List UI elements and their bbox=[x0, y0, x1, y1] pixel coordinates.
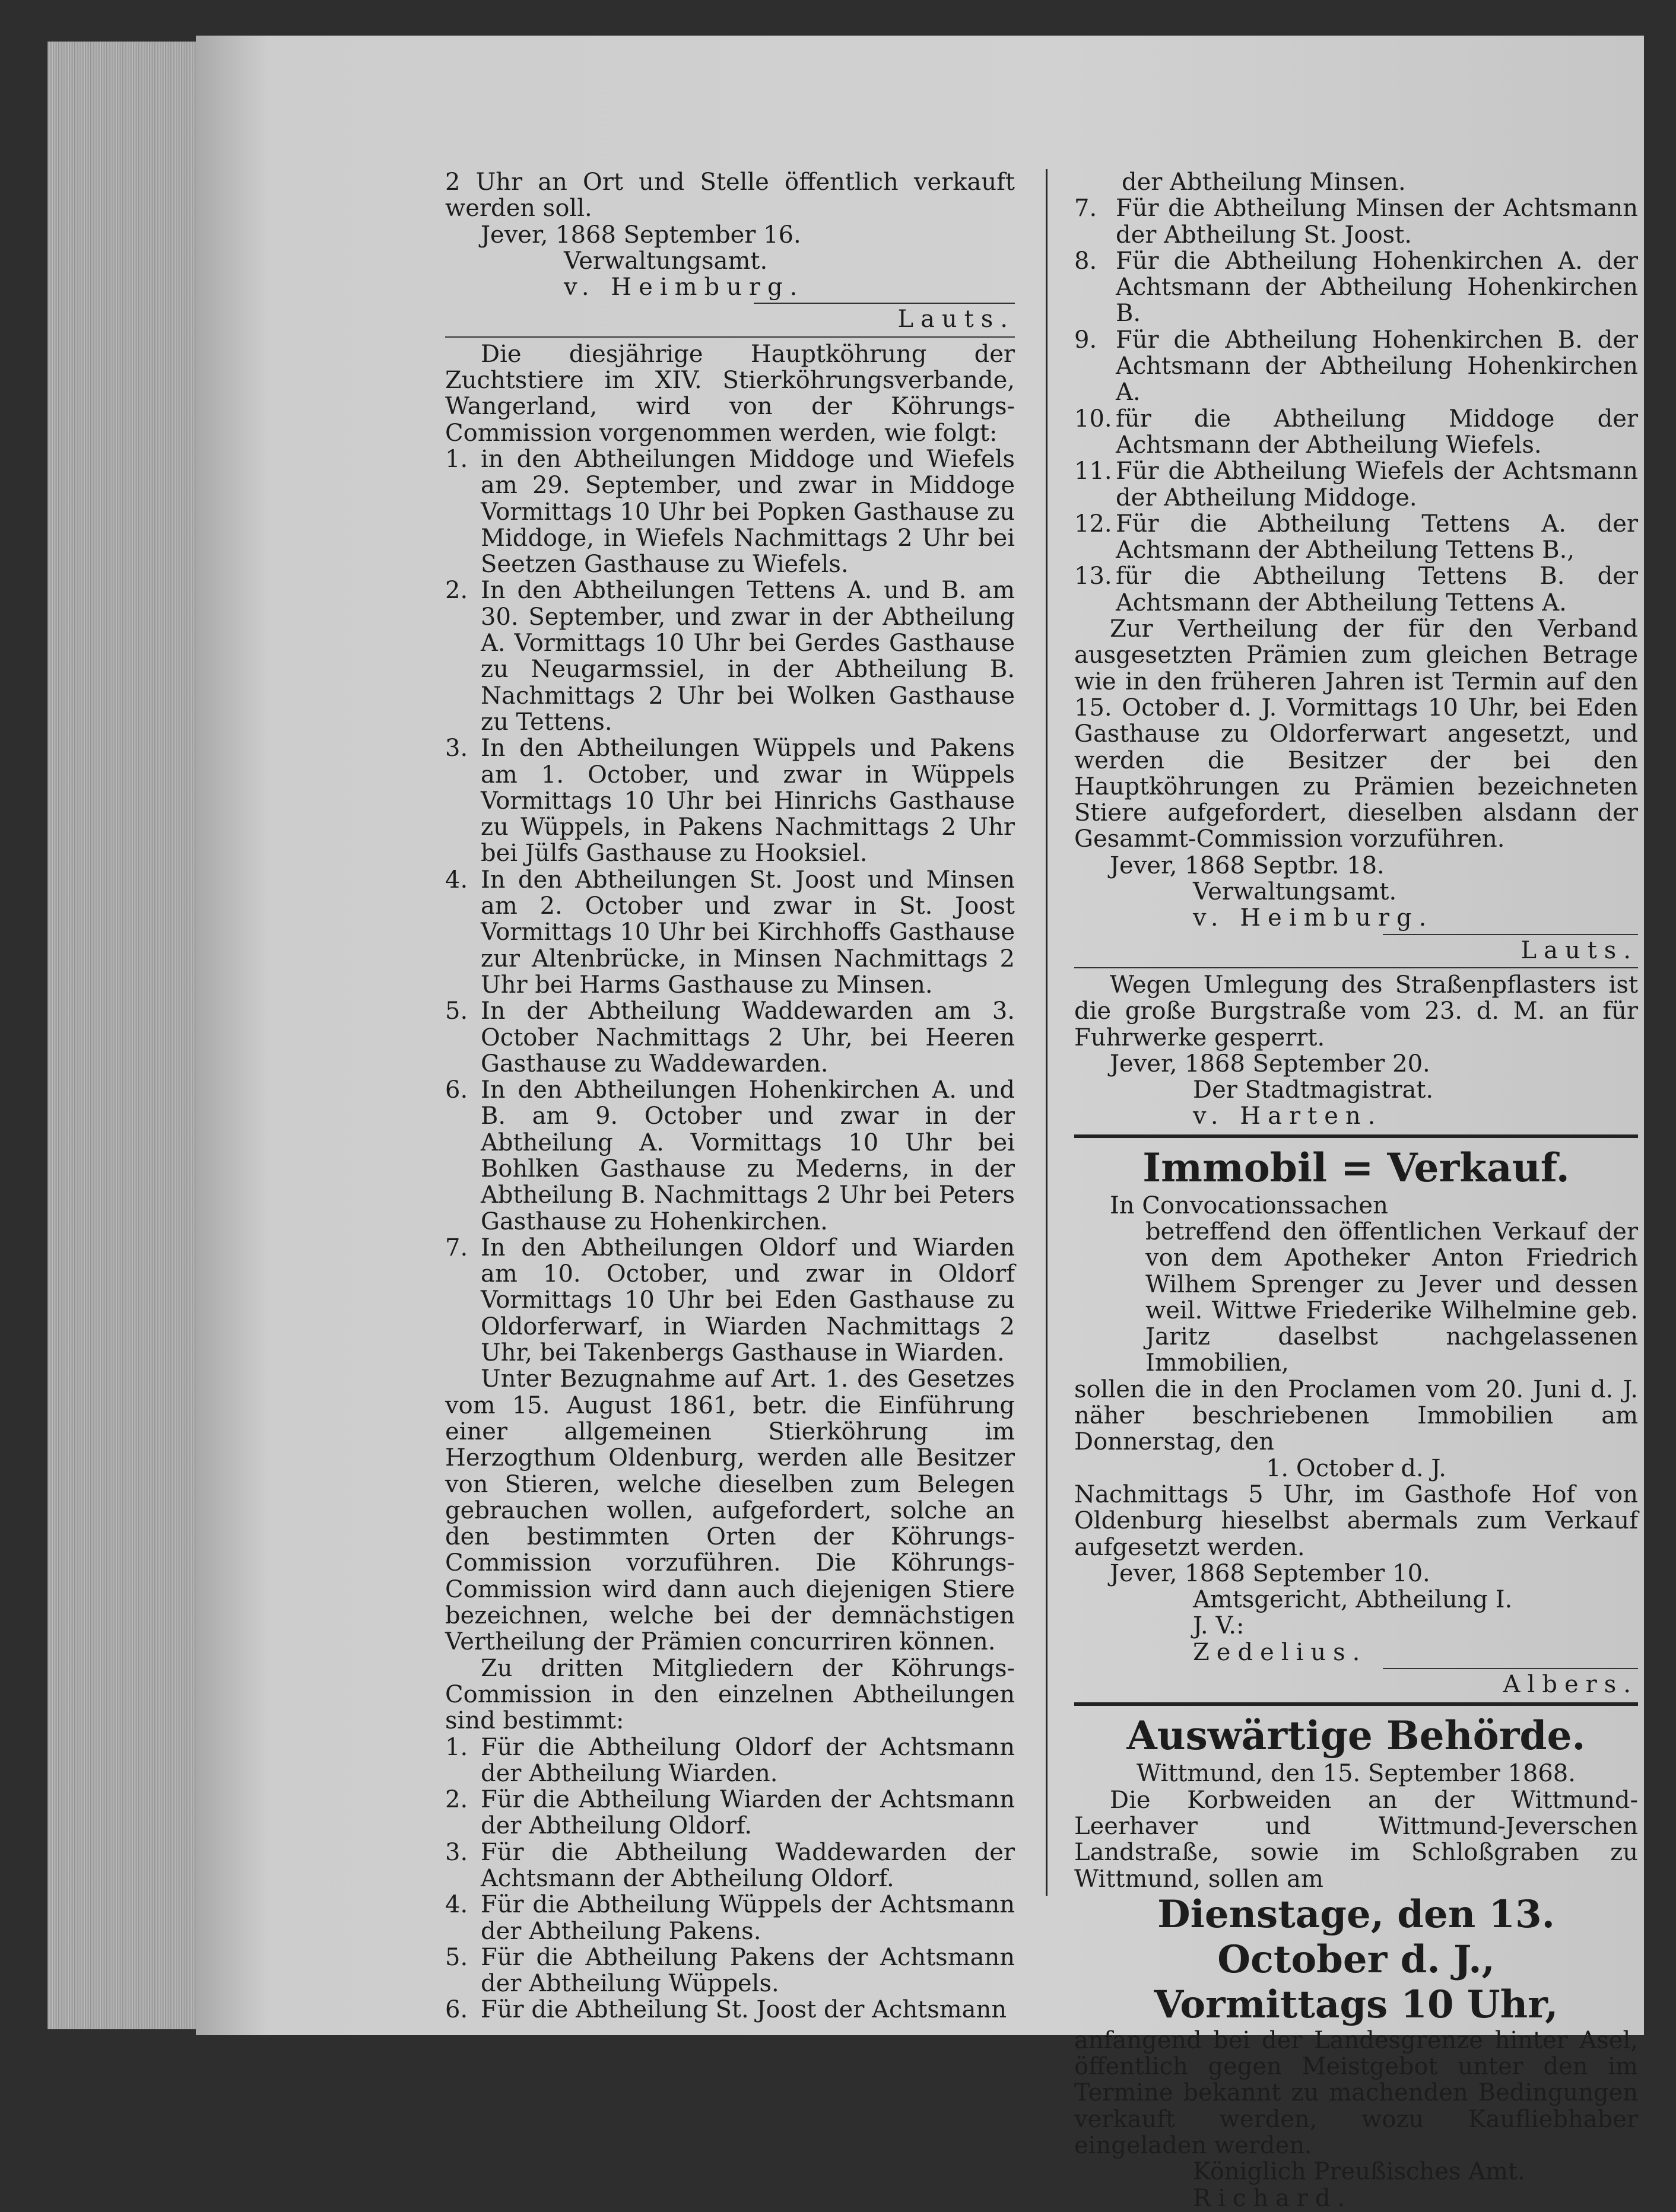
notice-paragraph: sollen die in den Proclamen vom 20. Juni d. J. näher beschriebenen Immobilien am Donnerstag, den bbox=[1074, 1375, 1638, 1456]
continued-text: der Abtheilung Minsen. bbox=[1122, 169, 1406, 196]
item-text: Für die Abtheilung Tettens A. der Achtsmann der Abtheilung Tettens B., bbox=[1116, 510, 1638, 564]
item-number: 6. bbox=[445, 1996, 468, 2024]
item-text: In den Abtheilungen Hohenkirchen A. und B. am 9. October und zwar in der Abtheilung A. Vormittags 10 Uhr bei Bohlken Gasthause zu Mederns, in der Abtheilung B. Nachmittags 2 Uhr bei Peters Gasthause zu Hohenkirchen. bbox=[481, 1076, 1015, 1235]
list-item bbox=[445, 1077, 1015, 1235]
list-item bbox=[445, 446, 1015, 577]
date-line: Jever, 1868 September 16. bbox=[481, 221, 801, 249]
signature-name: Richard. bbox=[1193, 2184, 1353, 2212]
item-number: 2. bbox=[445, 1786, 468, 1814]
list-item bbox=[445, 1997, 1015, 2023]
item-number: 4. bbox=[445, 866, 468, 894]
item-number: 11. bbox=[1074, 457, 1112, 485]
divider bbox=[1383, 1668, 1638, 1669]
clerk-name: Lauts. bbox=[897, 306, 1015, 333]
list-item bbox=[1074, 458, 1638, 511]
list-item bbox=[1074, 511, 1638, 564]
office-line: Königlich Preußisches Amt. bbox=[1193, 2158, 1525, 2186]
date-line: Jever, 1868 Septbr. 18. bbox=[1110, 851, 1385, 879]
members-list bbox=[445, 1734, 1015, 2023]
section-heading: Immobil = Verkauf. bbox=[1142, 1144, 1570, 1191]
notice-paragraph: Zur Vertheilung der für den Verband ausgesetzten Prämien zum gleichen Betrage wie in den früheren Jahren ist Termin auf den 15. October d. J. Vormittags 10 Uhr, bei Eden Gasthause zu Oldorferwart angesetzt, und werden die Besitzer der bei den Hauptköhrungen zu Prämien bezeichneten Stiere aufgefordert, dieselben alsdann der Gesammt-Commission vorzuführen. bbox=[1074, 615, 1638, 853]
list-item bbox=[1074, 327, 1638, 406]
clerk-name: Albers. bbox=[1503, 1671, 1638, 1699]
list-item bbox=[445, 1944, 1015, 1997]
item-text: Für die Abtheilung St. Joost der Achtsmann bbox=[481, 1996, 1007, 2024]
list-item bbox=[445, 1839, 1015, 1892]
item-text: Für die Abtheilung Wüppels der Achtsmann der Abtheilung Pakens. bbox=[481, 1891, 1015, 1945]
auction-time: Vormittags 10 Uhr, bbox=[1154, 1982, 1558, 2027]
list-item bbox=[445, 1235, 1015, 1366]
notice-paragraph: Nachmittags 5 Uhr, im Gasthofe Hof von Oldenburg hieselbst abermals zum Verkauf aufgesetzt werden. bbox=[1074, 1480, 1638, 1561]
notice-paragraph: Die Korbweiden an der Wittmund-Leerhaver und Wittmund-Jeverschen Landstraße, sowie im Schloßgraben zu Wittmund, sollen am bbox=[1074, 1786, 1638, 1893]
item-number: 5. bbox=[445, 1943, 468, 1971]
item-number: 7. bbox=[445, 1234, 468, 1261]
list-item bbox=[445, 1787, 1015, 1839]
item-number: 12. bbox=[1074, 510, 1112, 538]
item-text: Für die Abtheilung Hohenkirchen B. der Achtsmann der Abtheilung Hohenkirchen A. bbox=[1116, 326, 1638, 406]
item-text: Für die Abtheilung Oldorf der Achtsmann der Abtheilung Wiarden. bbox=[481, 1733, 1015, 1787]
list-item bbox=[1074, 195, 1638, 248]
date-line: Jever, 1868 September 20. bbox=[1110, 1050, 1430, 1078]
list-item bbox=[445, 998, 1015, 1077]
list-item bbox=[445, 1892, 1015, 1944]
item-text: Für die Abtheilung Waddewarden der Achtsmann der Abtheilung Oldorf. bbox=[481, 1838, 1015, 1892]
notice-paragraph: Die diesjährige Hauptköhrung der Zuchtstiere im XIV. Stierköhrungsverbande, Wangerland, wird von der Köhrungs-Commission vorgenommen werden, wie folgt: bbox=[445, 340, 1015, 447]
item-text: Für die Abtheilung Wiefels der Achtsmann der Abtheilung Middoge. bbox=[1116, 457, 1638, 511]
item-text: in den Abtheilungen Middoge und Wiefels am 29. September, und zwar in Middoge Vormittags 10 Uhr bei Popken Gasthause zu Middoge, in Wiefels Nachmittags 2 Uhr bei Seetzen Gasthause zu Wiefels. bbox=[481, 445, 1015, 579]
item-text: In den Abtheilungen St. Joost und Minsen am 2. October und zwar in St. Joost Vormittags 10 Uhr bei Kirchhoffs Gasthause zur Altenbrücke, in Minsen Nachmittags 2 Uhr bei Harms Gasthause zu Minsen. bbox=[481, 866, 1015, 999]
intro-text: 2 Uhr an Ort und Stelle öffentlich verkauft werden soll. bbox=[445, 169, 1015, 223]
item-number: 3. bbox=[445, 735, 468, 762]
notice-text: betreffend den öffentlichen Verkauf der von dem Apotheker Anton Friedrich Wilhem Sprenger zu Jever und dessen weil. Wittwe Friederike Wilhelmine geb. Jaritz daselbst nachgelassenen Immobilien, bbox=[1145, 1218, 1638, 1377]
notice-paragraph: anfangend bei der Landesgrenze hinter Asel, öffentlich gegen Meistgebot unter den im Termine bekannt zu machenden Bedingungen verkauft werden, wozu Kaufliebhaber eingeladen werden. bbox=[1074, 2026, 1638, 2159]
divider bbox=[1074, 1134, 1638, 1138]
item-text: für die Abtheilung Middoge der Achtsmann der Abtheilung Wiefels. bbox=[1116, 405, 1638, 459]
office-line: Der Stadtmagistrat. bbox=[1193, 1076, 1434, 1104]
item-number: 6. bbox=[445, 1076, 468, 1104]
notice-paragraph: Unter Bezugnahme auf Art. 1. des Gesetzes vom 15. August 1861, betr. die Einführung einer allgemeinen Stierköhrung im Herzogthum Oldenburg, werden alle Besitzer von Stieren, welche dieselben zum Belegen gebrauchen wollen, aufgefordert, solche an den bestimmten Orten der Köhrungs-Commission vorzuführen. Die Köhrungs-Commission wird dann auch diejenigen Stiere bezeichnen, welche bei der demnächstigen Vertheilung der Prämien concurriren können. bbox=[445, 1365, 1015, 1656]
left-column bbox=[445, 169, 1015, 2023]
right-column bbox=[1074, 169, 1638, 2211]
office-line: Amtsgericht, Abtheilung I. bbox=[1193, 1586, 1513, 1614]
item-text: Für die Abtheilung Hohenkirchen A. der Achtsmann der Abtheilung Hohenkirchen B. bbox=[1116, 247, 1638, 328]
list-item bbox=[1074, 406, 1638, 459]
members-list-continued bbox=[1074, 195, 1638, 616]
notice-text: In Convocationssachen bbox=[1110, 1191, 1388, 1219]
list-item bbox=[1074, 563, 1638, 616]
divider bbox=[1383, 934, 1638, 935]
item-number: 7. bbox=[1074, 195, 1097, 223]
list-item bbox=[445, 577, 1015, 735]
clerk-name: Lauts. bbox=[1521, 936, 1638, 964]
item-text: In den Abtheilungen Wüppels und Pakens am 1. October, und zwar in Wüppels Vormittags 10 Uhr bei Hinrichs Gasthause zu Wüppels, in Pakens Nachmittags 2 Uhr bei Jülfs Gasthause zu Hooksiel. bbox=[481, 735, 1015, 867]
date-line: Jever, 1868 September 10. bbox=[1110, 1559, 1430, 1587]
notice-date: 1. October d. J. bbox=[1265, 1454, 1447, 1482]
item-number: 9. bbox=[1074, 326, 1097, 354]
item-text: Für die Abtheilung Wiarden der Achtsmann der Abtheilung Oldorf. bbox=[481, 1786, 1015, 1840]
item-text: In den Abtheilungen Oldorf und Wiarden am 10. October, und zwar in Oldorf Vormittags 10 Uhr bei Eden Gasthause zu Oldorferwarf, in Wiarden Nachmittags 2 Uhr, bei Takenbergs Gasthause in Wiarden. bbox=[481, 1234, 1015, 1367]
list-item bbox=[445, 1734, 1015, 1787]
notice-paragraph: Zu dritten Mitgliedern der Köhrungs-Commission in den einzelnen Abtheilungen sind bestimmt: bbox=[445, 1654, 1015, 1735]
signature-name: v. Heimburg. bbox=[1193, 904, 1434, 932]
signature-name: Zedelius. bbox=[1193, 1638, 1367, 1666]
office-line: Verwaltungsamt. bbox=[1193, 878, 1397, 906]
item-number: 3. bbox=[445, 1838, 468, 1866]
item-number: 1. bbox=[445, 1733, 468, 1761]
list-item bbox=[1074, 248, 1638, 327]
divider bbox=[754, 303, 1015, 304]
notice-paragraph: Wegen Umlegung des Straßenpflasters ist die große Burgstraße vom 23. d. M. an für Fuhrwerke gesperrt. bbox=[1074, 971, 1638, 1051]
section-heading: Auswärtige Behörde. bbox=[1126, 1712, 1586, 1759]
list-item bbox=[445, 867, 1015, 998]
divider bbox=[445, 336, 1015, 338]
item-text: Für die Abtheilung Pakens der Achtsmann der Abtheilung Wüppels. bbox=[481, 1943, 1015, 1998]
signature-name: v. Harten. bbox=[1193, 1102, 1383, 1130]
item-number: 13. bbox=[1074, 562, 1112, 590]
item-text: In den Abtheilungen Tettens A. und B. am 30. September, und zwar in der Abtheilung A. Vormittags 10 Uhr bei Gerdes Gasthause zu Neugarmssiel, in der Abtheilung B. Nachmittags 2 Uhr bei Wolken Gasthause zu Tettens. bbox=[481, 577, 1015, 736]
item-text: In der Abtheilung Waddewarden am 3. October Nachmittags 2 Uhr, bei Heeren Gasthause zu Waddewarden. bbox=[481, 997, 1015, 1078]
schedule-list bbox=[445, 446, 1015, 1366]
item-text: für die Abtheilung Tettens B. der Achtsmann der Abtheilung Tettens A. bbox=[1116, 562, 1638, 616]
item-text: Für die Abtheilung Minsen der Achtsmann der Abtheilung St. Joost. bbox=[1116, 195, 1638, 249]
item-number: 5. bbox=[445, 997, 468, 1025]
office-line: Verwaltungsamt. bbox=[564, 247, 768, 275]
item-number: 1. bbox=[445, 445, 468, 473]
divider bbox=[1074, 967, 1638, 968]
item-number: 2. bbox=[445, 577, 468, 605]
item-number: 8. bbox=[1074, 247, 1097, 275]
signature-name: v. Heimburg. bbox=[564, 274, 805, 301]
item-number: 10. bbox=[1074, 405, 1112, 433]
place-date: Wittmund, den 15. September 1868. bbox=[1137, 1760, 1576, 1788]
column-divider bbox=[1046, 169, 1048, 1896]
office-line: J. V.: bbox=[1193, 1612, 1245, 1640]
item-number: 4. bbox=[445, 1891, 468, 1919]
list-item bbox=[445, 735, 1015, 866]
auction-date: Dienstage, den 13. October d. J., bbox=[1157, 1892, 1555, 1982]
divider bbox=[1074, 1702, 1638, 1706]
